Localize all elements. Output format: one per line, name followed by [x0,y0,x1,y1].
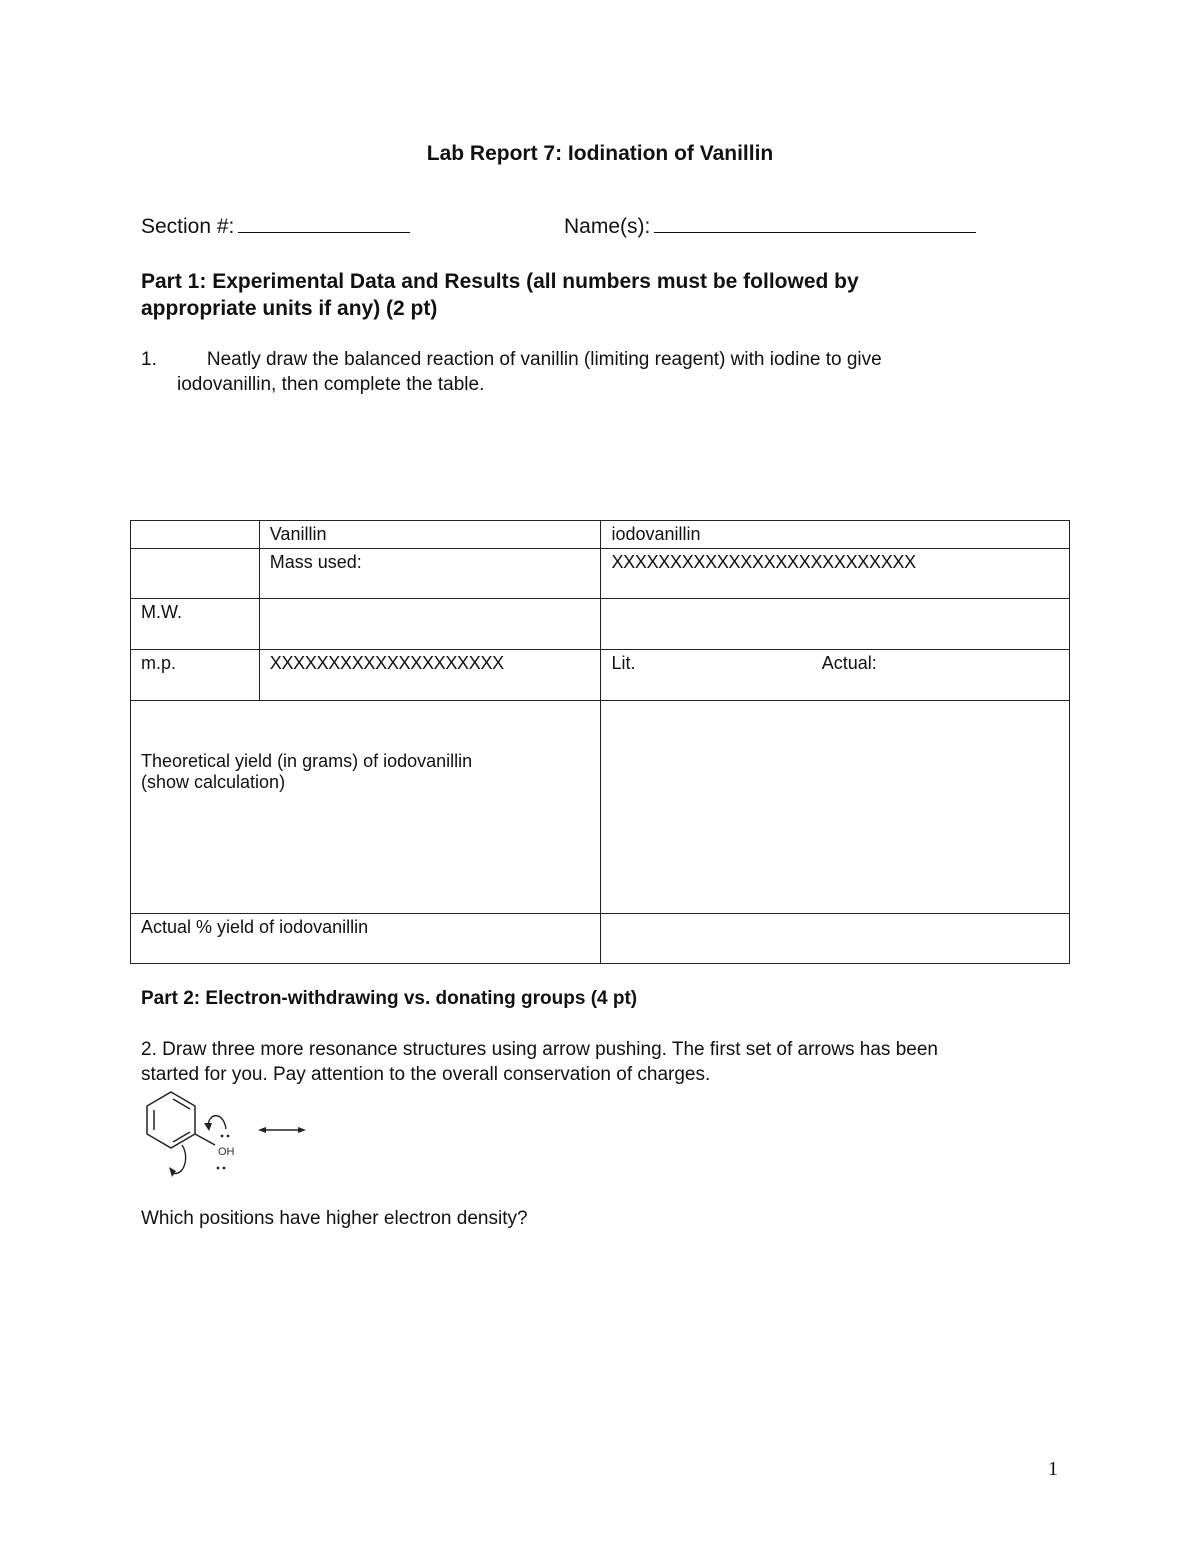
names-field [564,214,976,239]
mw-iodovanillin-cell[interactable] [601,599,1070,650]
actual-yield-label: Actual % yield of iodovanillin [131,914,601,964]
lit-cell[interactable] [601,650,812,701]
table-row [131,521,1070,549]
mass-used-cell[interactable]: Mass used: [259,549,601,599]
lone-pair-dot [217,1167,220,1170]
electron-density-question: Which positions have higher electron density? [141,1208,528,1229]
arrowhead [258,1127,266,1133]
lone-pair-dot [221,1135,224,1138]
page-title: Lab Report 7: Iodination of Vanillin [426,142,774,165]
part1-heading [141,268,1081,322]
q2-line1: 2. Draw three more resonance structures using arrow pushing. The first set of arrows has been [141,1039,938,1060]
lone-pair-dot [227,1135,230,1138]
table-row [131,914,1070,964]
section-label: Section #: [141,215,235,238]
theoretical-line1: Theoretical yield (in grams) of iodovanillin [141,751,473,771]
theoretical-yield-label [131,701,601,914]
actual-mp-cell[interactable] [812,650,1070,701]
actual-yield-cell[interactable] [601,914,1070,964]
section-blank [238,214,410,233]
arrowhead [204,1123,212,1131]
theoretical-line2: (show calculation) [141,772,286,792]
theoretical-yield-cell[interactable] [601,701,1070,914]
data-table [130,520,1070,964]
mass-iodovanillin-blocked: XXXXXXXXXXXXXXXXXXXXXXXXXX [601,549,1070,599]
phenol-structure-diagram [138,1085,318,1185]
names-label: Name(s): [564,215,651,238]
q1-number: 1. [141,349,157,370]
table-row [131,650,1070,701]
header-vanillin: Vanillin [259,521,601,549]
lone-pair-dot [223,1167,226,1170]
names-blank [654,214,976,233]
mw-label: M.W. [131,599,260,650]
double-bond [173,1132,190,1142]
oh-label: OH [218,1146,235,1158]
mp-vanillin-blocked: XXXXXXXXXXXXXXXXXXXX [259,650,601,701]
lit-label: Lit. [611,653,636,673]
mw-vanillin-cell[interactable] [259,599,601,650]
curved-arrow-icon [208,1116,226,1129]
question-2 [141,1037,1081,1087]
section-field [141,214,410,239]
part1-heading-line1: Part 1: Experimental Data and Results (all numbers must be followed by [141,270,859,293]
header-iodovanillin: iodovanillin [601,521,1070,549]
table-cell [131,549,260,599]
part2-heading: Part 2: Electron-withdrawing vs. donating groups (4 pt) [141,988,638,1009]
table-row [131,549,1070,599]
table-cell [131,521,260,549]
table-row [131,701,1070,914]
arrowhead [169,1167,176,1177]
part1-heading-line2: appropriate units if any) (2 pt) [141,297,438,320]
q1-line2: iodovanillin, then complete the table. [177,374,485,395]
q1-line1: Neatly draw the balanced reaction of vanillin (limiting reagent) with iodine to give [206,349,882,370]
curved-arrow-icon [172,1145,186,1174]
arrowhead [298,1127,306,1133]
mp-label: m.p. [131,650,260,701]
actual-label: Actual: [821,653,877,673]
table-row [131,599,1070,650]
page-number: 1 [1048,1458,1058,1480]
q2-line2: started for you. Pay attention to the overall conservation of charges. [141,1064,711,1085]
question-1 [141,347,1081,397]
double-bond [173,1099,190,1109]
c-o-bond [195,1134,215,1145]
